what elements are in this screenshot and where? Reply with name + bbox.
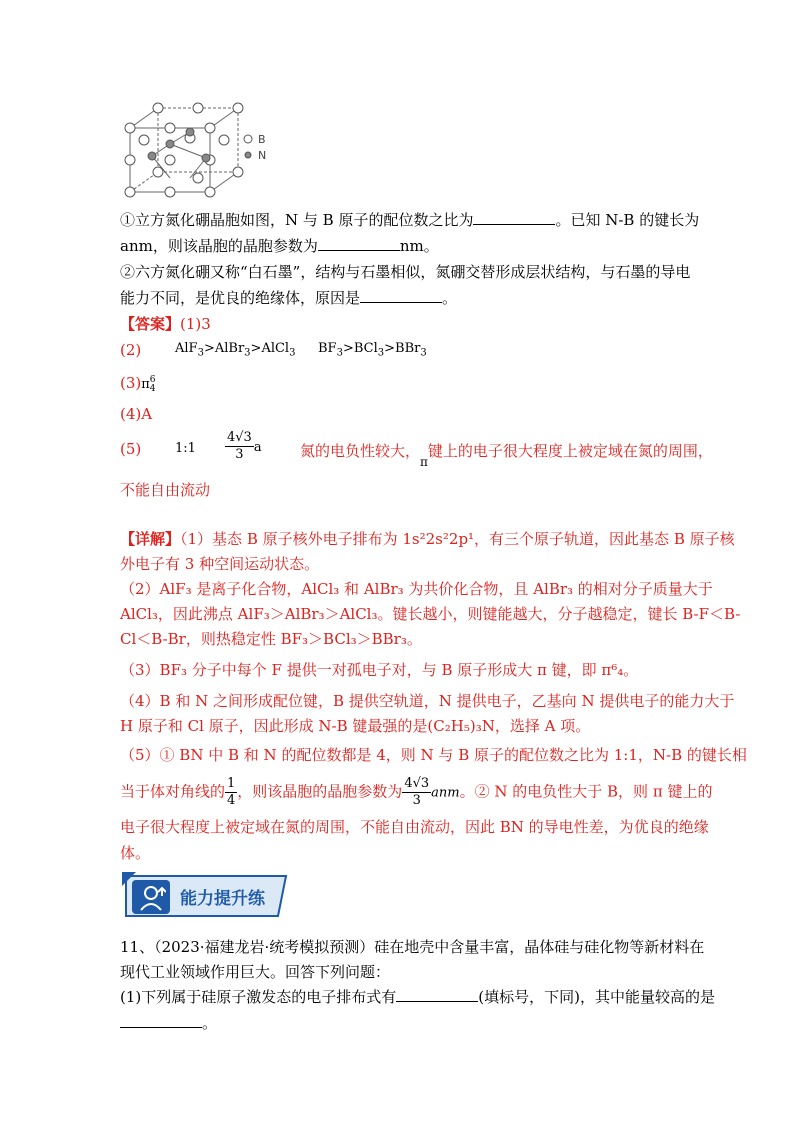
answer-tag: 【答案】 bbox=[120, 315, 181, 333]
answer-2-part2: $BF_3>BCl_3>BBr_3$ bbox=[318, 341, 427, 359]
fraction-numerator: 1 bbox=[227, 776, 236, 791]
detail-p5a: （5）① BN 中 B 和 N 的配位数都是 4，则 N 与 B 原子的配位数之比为 1:1，N-B 的键长相 bbox=[120, 746, 747, 764]
legend-n-label: N bbox=[258, 149, 267, 162]
q5-line1-text-a: ①立方氮化硼晶胞如图，N 与 B 原子的配位数之比为 bbox=[120, 211, 474, 229]
answer-5-text1: 氮的电负性较大， bbox=[300, 442, 421, 460]
lattice-unit: anm bbox=[431, 785, 460, 801]
answer-line1 bbox=[120, 313, 211, 335]
person-gear-icon bbox=[136, 882, 166, 912]
answer-line3 bbox=[120, 372, 156, 396]
q11-line2: 现代工业领域作用巨大。回答下列问题： bbox=[120, 963, 391, 981]
answer-5-fraction bbox=[225, 430, 254, 463]
q11-line3 bbox=[120, 986, 715, 1008]
answer-2-label: (2) bbox=[120, 341, 142, 359]
q5-line2-text-b: nm。 bbox=[399, 237, 439, 255]
answer-line5-label: (5) bbox=[120, 440, 142, 458]
q5-line2-text-a: anm，则该晶胞的晶胞参数为 bbox=[120, 237, 318, 255]
answer-5-unit: a bbox=[253, 440, 262, 455]
legend-b-label: B bbox=[258, 133, 266, 146]
detail-p4a: （4）B 和 N 之间形成配位键，B 提供空轨道，N 提供电子，乙基向 N 提供电子的能力大于 bbox=[120, 692, 735, 710]
lattice-fraction bbox=[402, 776, 431, 809]
answer-5-value bbox=[225, 430, 262, 463]
answer-5-text2: 键上的电子很大程度上被定域在氮的周围， bbox=[427, 442, 713, 460]
detail-p5c: 电子很大程度上被定域在氮的周围，不能自由流动，因此 BN 的导电性差，为优良的绝缘 bbox=[120, 818, 709, 836]
q5-line1-text-b: 。已知 N-B 的键长为 bbox=[555, 211, 700, 229]
detail-p2b: AlCl₃，因此沸点 AlF₃＞AlBr₃＞AlCl₃。键长越小，则键能越大，分子越稳定，键长 B-F＜B- bbox=[120, 605, 741, 623]
answer-blank bbox=[473, 210, 555, 225]
detail-p3: （3）BF₃ 分子中每个 F 提供一对孤电子对，与 B 原子形成大 π 键，即 π⁶₄。 bbox=[120, 661, 639, 679]
fraction-denominator: 4 bbox=[227, 793, 236, 808]
answer-5-text3: 不能自由流动 bbox=[120, 481, 211, 499]
fraction-denominator: 3 bbox=[412, 793, 421, 808]
detail-p5b-text1: 当于体对角线的 bbox=[120, 782, 226, 801]
detail-tag: 【详解】 bbox=[120, 530, 181, 548]
detail-p5d: 体。 bbox=[120, 844, 151, 862]
answer-blank bbox=[318, 236, 400, 251]
answer-2-part1: AlF$_3$>AlBr$_3$>AlCl$_3$ bbox=[175, 341, 296, 359]
detail-p5b bbox=[120, 776, 712, 809]
q11-line3-text-a: (1)下列属于硅原子激发态的电子排布式有 bbox=[120, 988, 397, 1006]
fraction-numerator: 4√3 bbox=[404, 776, 430, 791]
detail-p1a-text: （1）基态 B 原子核外电子排布为 1s²2s²2p¹，有三个原子轨道，因此基态 B 原子核 bbox=[180, 530, 735, 548]
q11-line3-text-b: (填标号，下同)，其中能量较高的是 bbox=[478, 988, 715, 1006]
fraction-numerator: 4√3 bbox=[227, 430, 252, 445]
q5-line4-text-a: 能力不同，是优良的绝缘体，原因是 bbox=[120, 289, 361, 307]
crystal-structure-figure bbox=[118, 98, 298, 202]
pi-symbol: π bbox=[420, 455, 428, 469]
q11-line1: 11、（2023·福建龙岩·统考模拟预测）硅在地壳中含量丰富，晶体硅与硅化物等新材料在 bbox=[120, 938, 705, 956]
detail-p5b-text2: ，则该晶胞的晶胞参数为 bbox=[237, 782, 403, 801]
q5-line2 bbox=[120, 235, 439, 257]
detail-p2c: Cl＜B-Br，则热稳定性 BF₃＞BCl₃＞BBr₃。 bbox=[120, 630, 422, 648]
q5-line4-text-b: 。 bbox=[442, 289, 458, 307]
detail-p5b-text3: 。② N 的电负性大于 B，则 π 键上的 bbox=[459, 782, 713, 801]
quarter-fraction bbox=[225, 776, 237, 809]
fraction-denominator: 3 bbox=[235, 447, 244, 462]
answer-line4: (4)A bbox=[120, 405, 153, 423]
answer-1: (1)3 bbox=[180, 315, 211, 333]
answer-3-value: π 6 4 bbox=[141, 374, 156, 394]
q11-line4 bbox=[120, 1012, 217, 1034]
answer-3-label: (3) bbox=[120, 374, 142, 392]
q11-line4-text: 。 bbox=[202, 1014, 218, 1032]
answer-5-ratio: 1:1 bbox=[175, 441, 196, 456]
detail-p4b: H 原子和 Cl 原子，因此形成 N-B 键最强的是(C₂H₅)₃N，选择 A 项。 bbox=[120, 717, 591, 735]
answer-line2 bbox=[120, 339, 141, 361]
answer-blank bbox=[360, 288, 442, 303]
q5-line3: ②六方氮化硼又称“白石墨”，结构与石墨相似，氮硼交替形成层状结构，与石墨的导电 bbox=[120, 263, 691, 281]
answer-blank bbox=[396, 987, 478, 1002]
detail-p1b: 外电子有 3 种空间运动状态。 bbox=[120, 555, 320, 573]
detail-p1a bbox=[120, 528, 735, 550]
answer-blank bbox=[120, 1013, 202, 1028]
q5-line1 bbox=[120, 209, 699, 231]
detail-p2a: （2）AlF₃ 是离子化合物，AlCl₃ 和 AlBr₃ 为共价化合物，且 AlBr₃ 的相对分子质量大于 bbox=[120, 580, 713, 598]
q5-line4 bbox=[120, 287, 457, 309]
answer-5-explanation bbox=[300, 440, 713, 469]
banner-label: 能力提升练 bbox=[180, 889, 265, 909]
section-banner bbox=[122, 872, 290, 920]
